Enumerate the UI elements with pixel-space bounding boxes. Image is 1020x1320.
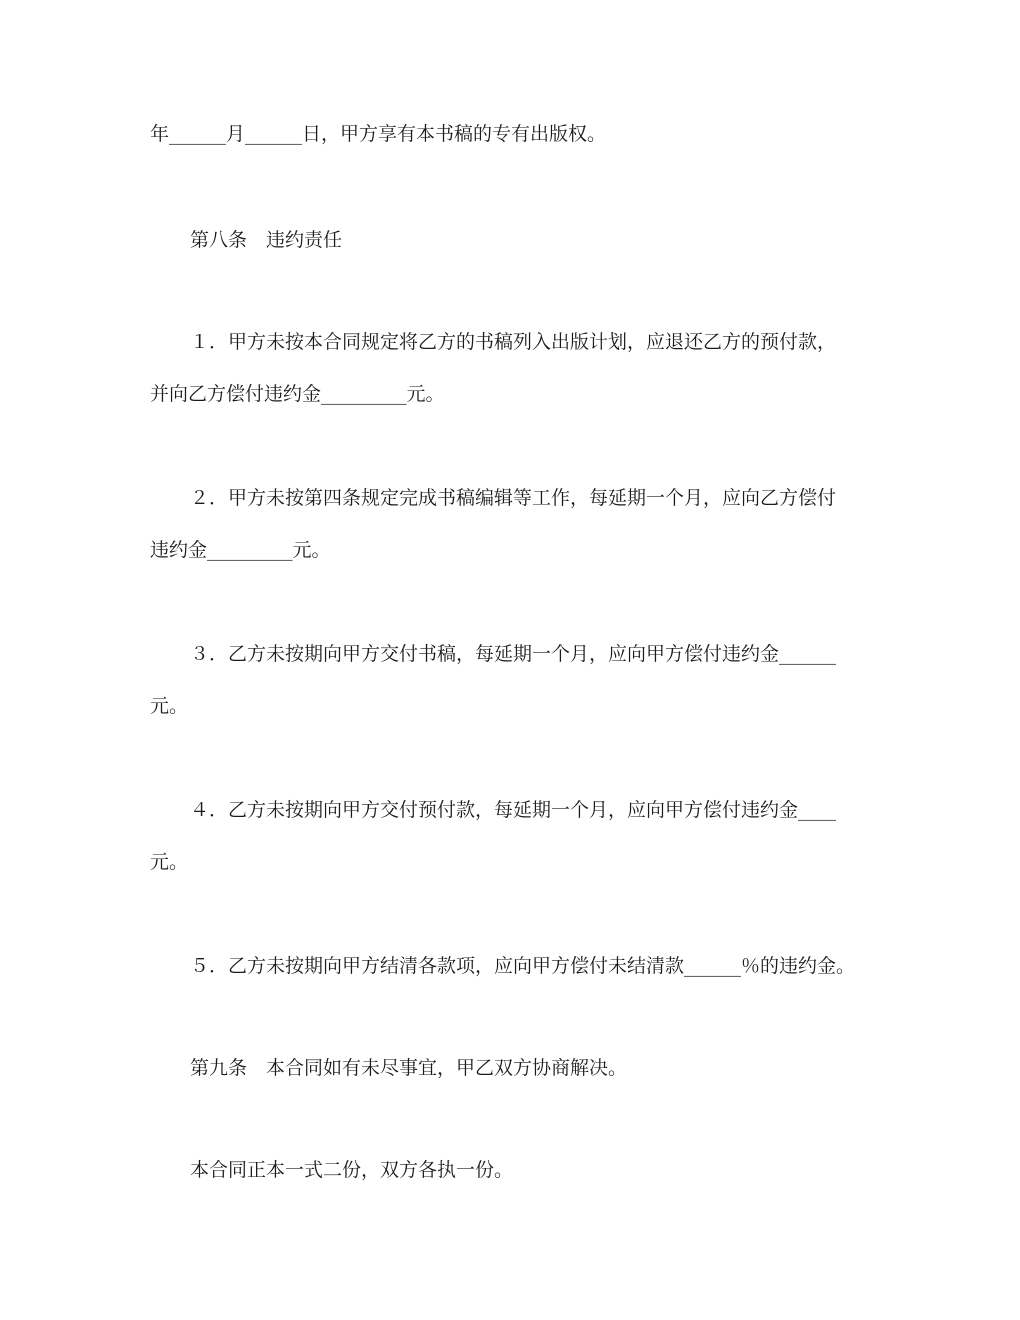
copies-statement: 本合同正本一式二份，双方各执一份。: [190, 1159, 514, 1181]
clause-3-line-2: 元。: [150, 695, 189, 717]
clause-1-line-2: 并向乙方偿付违约金_________元。: [150, 383, 445, 405]
clause-5-line-1: ５．乙方未按期向甲方结清各款项，应向甲方偿付未结清款______％的违约金。: [190, 955, 856, 977]
clause-1-line-1: １．甲方未按本合同规定将乙方的书稿列入出版计划，应退还乙方的预付款，: [190, 331, 837, 353]
clause-4-line-1: ４．乙方未按期向甲方交付预付款，每延期一个月，应向甲方偿付违约金____: [190, 799, 837, 821]
clause-2-line-1: ２．甲方未按第四条规定完成书稿编辑等工作，每延期一个月，应向乙方偿付: [190, 487, 837, 509]
clause-4-line-2: 元。: [150, 851, 189, 873]
clause-3-line-1: ３．乙方未按期向甲方交付书稿，每延期一个月，应向甲方偿付违约金______: [190, 643, 837, 665]
text-line-publication-right: 年______月______日，甲方享有本书稿的专有出版权。: [150, 123, 607, 145]
article-9-text: 第九条 本合同如有未尽事宜，甲乙双方协商解决。: [190, 1057, 628, 1079]
clause-2-line-2: 违约金_________元。: [150, 539, 331, 561]
article-8-heading: 第八条 违约责任: [190, 229, 343, 251]
